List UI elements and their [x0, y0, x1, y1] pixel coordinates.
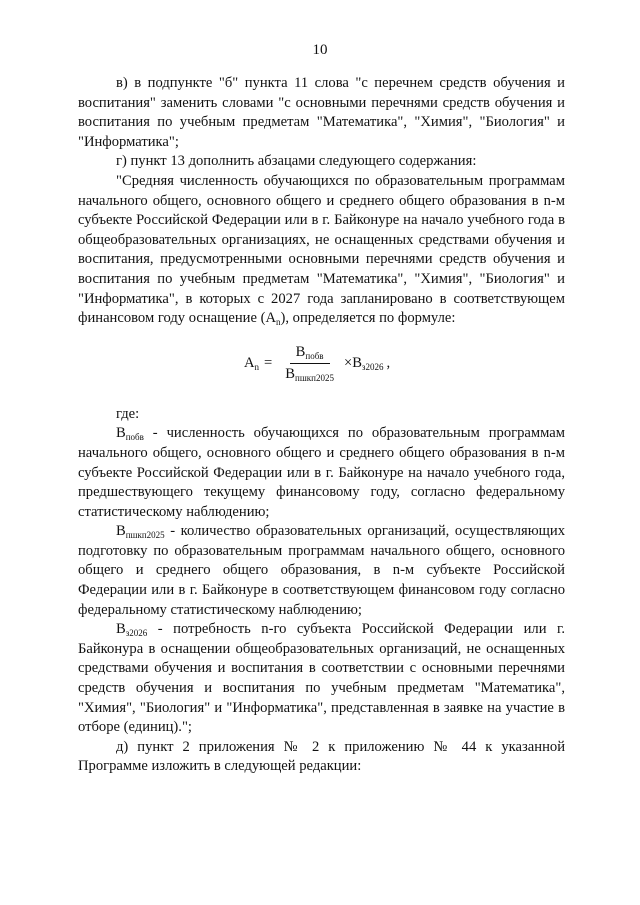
paragraph-average [78, 172, 565, 329]
symbol-pshkp: $B_{пшкп2025}$ [116, 523, 165, 541]
document-body [78, 74, 565, 777]
formula-lhs: $A_n$ [244, 355, 260, 373]
where-label: где: [116, 405, 140, 422]
symbol-z2026: $B_{з2026}$ [116, 621, 148, 639]
paragraph-average-end: ), определяется по формуле: [280, 310, 456, 327]
formula-denominator: $B_{пшкп2025}$ [285, 366, 334, 384]
definition-pobv: $B_{побв}$ - численность обучающихся по образовательным программам начального общего, основного общего и среднего общего образования в n-м субъекте Российской Федерации или в г. Байконуре на начало учебного года, предшествующего текущему финансовому году, согласно федеральному статистическому наблюдению; [78, 425, 565, 520]
definition-pshkp: $B_{пшкп2025}$ - количество образовательных организаций, осуществляющих подготовку по образовательным программам начального общего, основного общего и среднего общего образования, в n-м субъекте Российской Федерации или в г. Байконуре в соответствующем финансовом году согласно федеральному статистическому наблюдению; [78, 523, 565, 618]
paragraph-d: д) пункт 2 приложения № 2 к приложению № 44 к указанной Программе изложить в следующей редакции: [78, 738, 565, 775]
definition-z2026: $B_{з2026}$ - потребность n-го субъекта Российской Федерации или г. Байконура в оснащении общеобразовательных организаций, не оснащенных средствами обучения и воспитания в соответствии с основными перечнями средств обучения и воспитания по учебным предметам "Математика", "Химия", "Биология" и "Информатика", представленная в заявке на участие в отборе (единиц)."; [78, 621, 565, 736]
formula [78, 335, 565, 397]
formula-trail: , [386, 355, 391, 372]
symbol-pobv: $B_{побв}$ [116, 425, 144, 443]
page-number: 10 [312, 42, 328, 58]
paragraph-average-text: "Средняя численность обучающихся по образовательным программам начального общего, основного общего и среднего общего образования в n-м субъекте Российской Федерации или в г. Байконуре на начало учебного года в общеобразовательных организациях, не оснащенных средствами обучения и воспитания, предусмотренными основными перечнями средств обучения и воспитания по учебным предметам "Математика", "Химия", "Биология" и "Информатика", в которых с 2027 года запланировано в соответствующем финансовом году оснащение (A [78, 172, 565, 327]
paragraph-average-sub: n [276, 317, 281, 328]
formula-fraction [279, 343, 340, 385]
paragraph-g: г) пункт 13 дополнить абзацами следующего содержания: [116, 153, 477, 170]
formula-numerator: $B_{побв}$ [290, 343, 330, 365]
formula-equals: = [264, 355, 273, 372]
formula-times: × [343, 355, 353, 372]
formula-rhs: $B_{з2026}$ [352, 355, 384, 373]
paragraph-v: в) в подпункте "б" пункта 11 слова "с перечнем средств обучения и воспитания" заменить словами "с основными перечнями средств обучения и воспитания по учебным предметам "Математика", "Химия", "Биология" и "Информатика"; [78, 75, 565, 150]
